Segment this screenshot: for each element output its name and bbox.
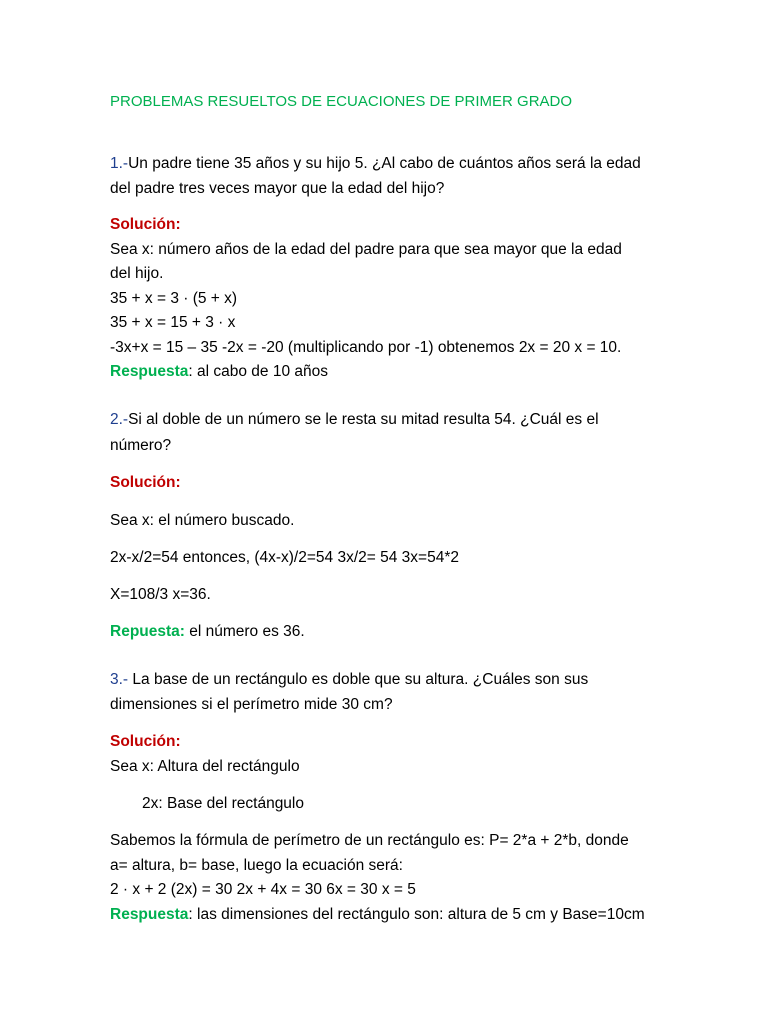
problem-2-answer — [110, 622, 305, 642]
problem-2-statement-line-1 — [110, 410, 599, 430]
problem-2-solution-line-2: 2x-x/2=54 entonces, (4x-x)/2=54 3x/2= 54 3x=54*2 — [110, 549, 459, 566]
problem-1-solution-line-5: -3x+x = 15 – 35 -2x = -20 (multiplicando por -1) obtenemos 2x = 20 x = 10. — [110, 339, 622, 356]
problem-2-solution-line-3: X=108/3 x=36. — [110, 586, 211, 603]
problem-1-answer — [110, 362, 328, 382]
problem-2-answer-text: el número es 36. — [184, 623, 305, 640]
problem-3-solution-line-4: a= altura, b= base, luego la ecuación será: — [110, 857, 403, 874]
problem-2-number: 2.- — [110, 411, 129, 428]
problem-2-answer-label: Repuesta: — [110, 623, 185, 640]
problem-1-solution-line-2: del hijo. — [110, 265, 164, 282]
problem-1-solution-line-3: 35 + x = 3 · (5 + x) — [110, 290, 238, 307]
problem-3-solution-line-5: 2 · x + 2 (2x) = 30 2x + 4x = 30 6x = 30 x = 5 — [110, 881, 416, 898]
problem-1-statement-line-1 — [110, 154, 641, 174]
problem-3-solution-line-1: Sea x: Altura del rectángulo — [110, 758, 300, 775]
problem-1-solution-line-1: Sea x: número años de la edad del padre para que sea mayor que la edad — [110, 241, 622, 258]
problem-1-answer-label: Respuesta — [110, 363, 189, 380]
problem-3-statement-text-1: La base de un rectángulo es doble que su altura. ¿Cuáles son sus — [128, 671, 589, 688]
problem-3-answer-text: : las dimensiones del rectángulo son: altura de 5 cm y Base=10cm — [188, 906, 645, 923]
problem-3-statement-line-1 — [110, 670, 588, 690]
problem-3-solution-line-3: Sabemos la fórmula de perímetro de un rectángulo es: P= 2*a + 2*b, donde — [110, 832, 629, 849]
problem-3-answer — [110, 905, 645, 925]
problem-1-statement-line-2: del padre tres veces mayor que la edad del hijo? — [110, 180, 445, 197]
problem-1-solution-line-4: 35 + x = 15 + 3 · x — [110, 314, 236, 331]
problem-2-solution-label: Solución: — [110, 474, 181, 491]
problem-3-statement-line-2: dimensiones si el perímetro mide 30 cm? — [110, 696, 393, 713]
problem-1-answer-text: : al cabo de 10 años — [188, 363, 329, 380]
problem-2-statement-line-2: número? — [110, 437, 172, 454]
problem-2-solution-line-1: Sea x: el número buscado. — [110, 512, 295, 529]
problem-1-solution-label: Solución: — [110, 216, 181, 233]
problem-1-statement-text-1: Un padre tiene 35 años y su hijo 5. ¿Al cabo de cuántos años será la edad — [128, 155, 641, 172]
problem-3-solution-line-2: 2x: Base del rectángulo — [142, 795, 304, 812]
problem-3-number: 3.- — [110, 671, 129, 688]
problem-2-statement-text-1: Si al doble de un número se le resta su mitad resulta 54. ¿Cuál es el — [128, 411, 599, 428]
problem-3-answer-label: Respuesta — [110, 906, 189, 923]
problem-1-number: 1.- — [110, 155, 129, 172]
problem-3-solution-label: Solución: — [110, 733, 181, 750]
document-title: PROBLEMAS RESUELTOS DE ECUACIONES DE PRIMER GRADO — [110, 93, 573, 110]
